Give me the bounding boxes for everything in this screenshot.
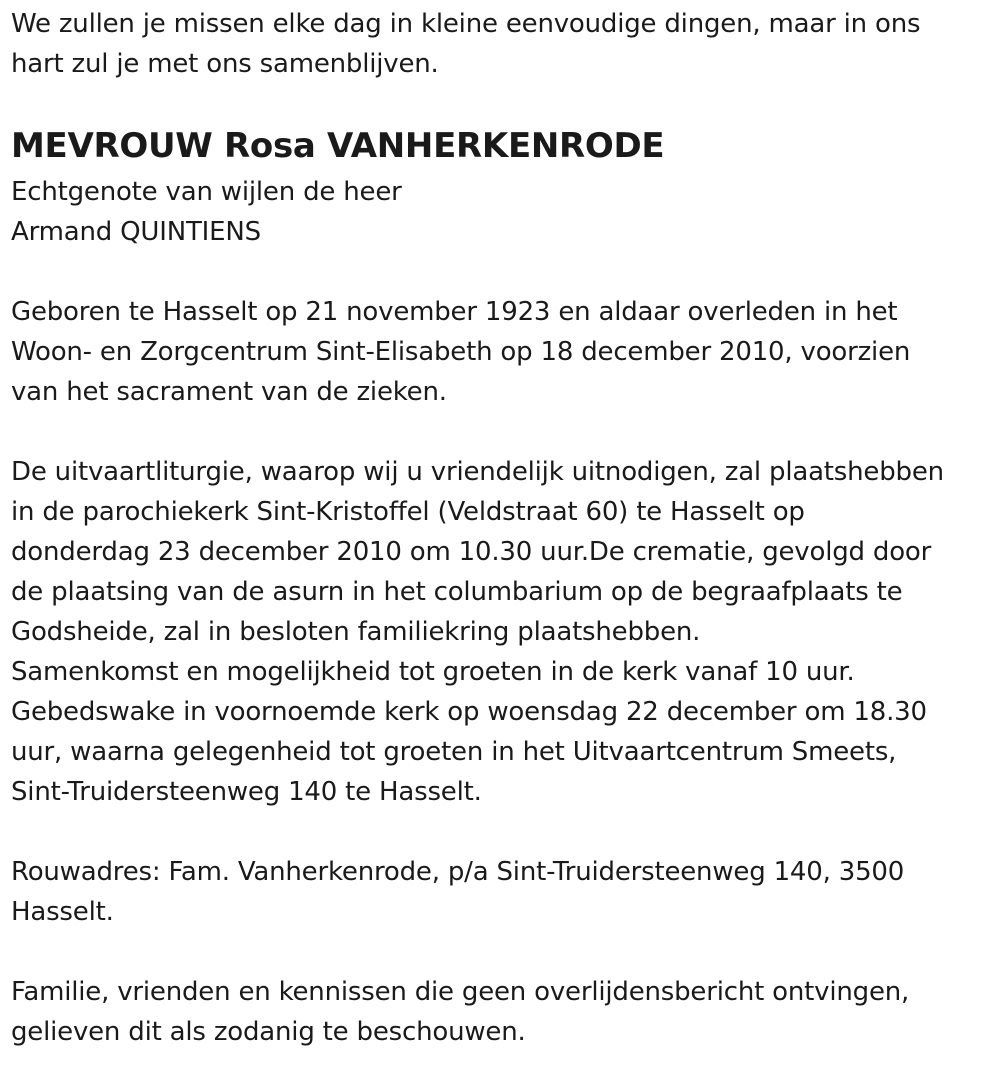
deceased-name: MEVROUW Rosa VANHERKENRODE	[11, 126, 665, 166]
funeral-line: in de parochiekerk Sint-Kristoffel (Veldstraat 60) te Hasselt op	[11, 497, 805, 527]
birth-death-line: van het sacrament van de zieken.	[11, 377, 447, 407]
obituary-document	[11, 4, 991, 1052]
funeral-line: De uitvaartliturgie, waarop wij u vriendelijk uitnodigen, zal plaatshebben	[11, 457, 944, 487]
funeral-line: de plaatsing van de asurn in het columbarium op de begraafplaats te	[11, 577, 903, 607]
funeral-line: donderdag 23 december 2010 om 10.30 uur.De crematie, gevolgd door	[11, 537, 932, 567]
mourning-address	[11, 852, 991, 932]
birth-death-line: Geboren te Hasselt op 21 november 1923 en aldaar overleden in het	[11, 297, 898, 327]
birth-death-line: Woon- en Zorgcentrum Sint-Elisabeth op 18 december 2010, voorzien	[11, 337, 911, 367]
birth-death-paragraph	[11, 292, 991, 412]
closing-line: Familie, vrienden en kennissen die geen overlijdensbericht ontvingen,	[11, 977, 910, 1007]
closing-paragraph	[11, 972, 991, 1052]
funeral-line: Godsheide, zal in besloten familiekring plaatshebben.	[11, 617, 701, 647]
spouse-line: Armand QUINTIENS	[11, 217, 261, 247]
intro-line: We zullen je missen elke dag in kleine eenvoudige dingen, maar in ons	[11, 9, 921, 39]
intro-verse	[11, 4, 991, 84]
funeral-line: uur, waarna gelegenheid tot groeten in het Uitvaartcentrum Smeets,	[11, 737, 897, 767]
spouse-info	[11, 172, 991, 252]
address-line: Hasselt.	[11, 897, 114, 927]
spouse-line: Echtgenote van wijlen de heer	[11, 177, 402, 207]
funeral-line: Sint-Truidersteenweg 140 te Hasselt.	[11, 777, 482, 807]
address-line: Rouwadres: Fam. Vanherkenrode, p/a Sint-Truidersteenweg 140, 3500	[11, 857, 905, 887]
funeral-line: Gebedswake in voornoemde kerk op woensdag 22 december om 18.30	[11, 697, 927, 727]
funeral-line: Samenkomst en mogelijkheid tot groeten in de kerk vanaf 10 uur.	[11, 657, 855, 687]
closing-line: gelieven dit als zodanig te beschouwen.	[11, 1017, 526, 1047]
intro-line: hart zul je met ons samenblijven.	[11, 49, 439, 79]
funeral-paragraph	[11, 452, 991, 812]
